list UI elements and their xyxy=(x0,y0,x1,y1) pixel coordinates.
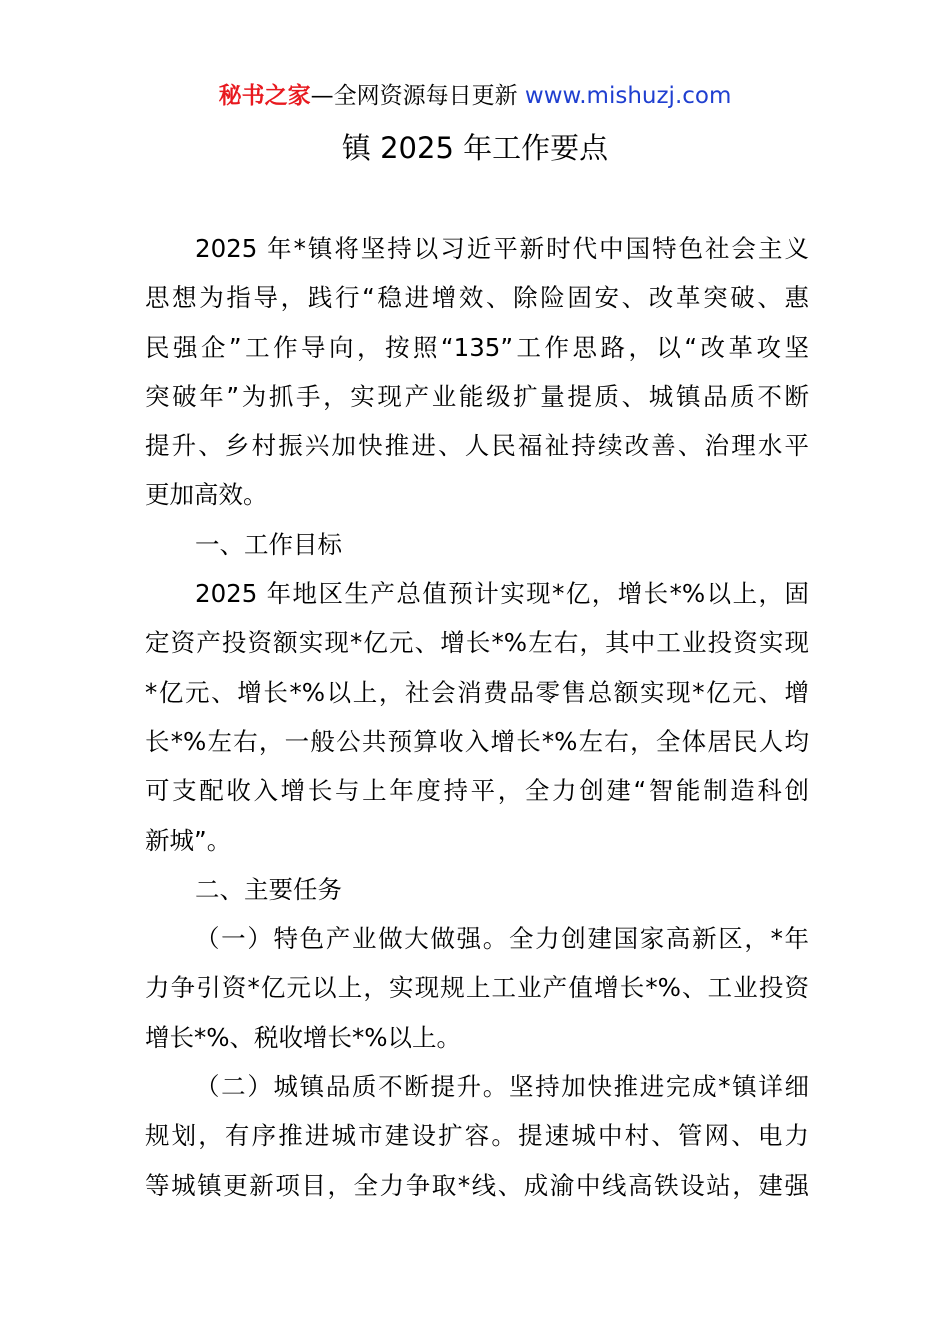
site-header xyxy=(0,80,950,112)
site-url-link[interactable]: www.mishuzj.com xyxy=(524,83,732,109)
paragraph-line: 2025 年*镇将坚持以习近平新时代中国特色社会主义 xyxy=(195,234,809,263)
document-body xyxy=(145,224,809,1210)
paragraph-line: 可支配收入增长与上年度持平，全力创建“智能制造科创 xyxy=(145,776,809,806)
paragraph-line: 新城”。 xyxy=(145,825,232,855)
paragraph-line: 民强企”工作导向，按照“135”工作思路，以“改革攻坚 xyxy=(145,332,809,362)
paragraph-line: 突破年”为抓手，实现产业能级扩量提质、城镇品质不断 xyxy=(145,381,809,411)
paragraph-line: *亿元、增长*%以上，社会消费品零售总额实现*亿元、增 xyxy=(145,677,809,707)
paragraph-line: 等城镇更新项目，全力争取*线、成渝中线高铁设站，建强 xyxy=(145,1170,809,1200)
section-heading: 二、主要任务 xyxy=(195,874,342,904)
paragraph-line: 力争引资*亿元以上，实现规上工业产值增长*%、工业投资 xyxy=(145,973,809,1003)
paragraph-line: 规划，有序推进城市建设扩容。提速城中村、管网、电力 xyxy=(145,1121,809,1151)
paragraph-line: 思想为指导，践行“稳进增效、除险固安、改革突破、惠 xyxy=(145,283,809,313)
paragraph-line: 更加高效。 xyxy=(145,480,268,510)
document-title: 镇 2025 年工作要点 xyxy=(341,131,609,165)
paragraph-line: 2025 年地区生产总值预计实现*亿，增长*%以上，固 xyxy=(195,579,809,609)
brand-name: 秘书之家 xyxy=(218,83,311,109)
paragraph-line: 定资产投资额实现*亿元、增长*%左右，其中工业投资实现 xyxy=(145,628,809,658)
paragraph-line: 长*%左右，一般公共预算收入增长*%左右，全体居民人均 xyxy=(145,726,809,756)
section-heading: 一、工作目标 xyxy=(195,529,342,559)
paragraph-line: （一）特色产业做大做强。全力创建国家高新区，*年 xyxy=(195,924,809,954)
paragraph-line: （二）城镇品质不断提升。坚持加快推进完成*镇详细 xyxy=(195,1072,809,1102)
paragraph-line: 提升、乡村振兴加快推进、人民福祉持续改善、治理水平 xyxy=(145,431,809,461)
paragraph-line: 增长*%、税收增长*%以上。 xyxy=(145,1022,462,1052)
header-tagline: —全网资源每日更新 xyxy=(310,83,525,109)
